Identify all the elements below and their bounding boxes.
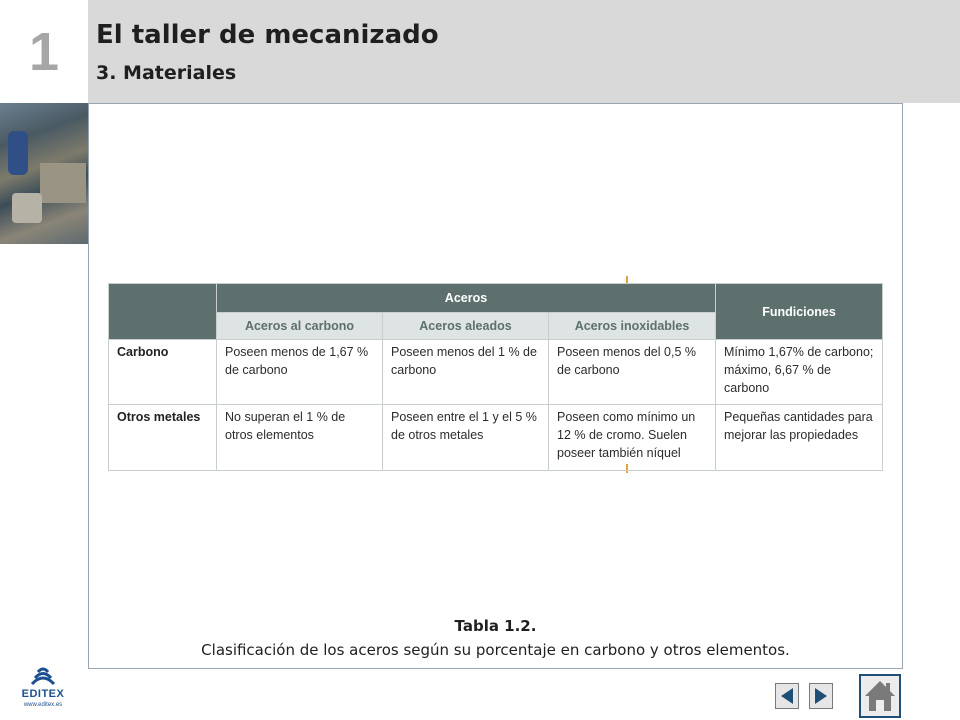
- photo-machine: [40, 163, 86, 203]
- logo-name: EDITEX: [21, 688, 65, 700]
- table-caption-label: Tabla 1.2.: [454, 617, 537, 635]
- table-cell: Poseen menos del 0,5 % de carbono: [549, 340, 716, 405]
- steel-classification-table: [108, 283, 883, 471]
- editex-logo: [14, 664, 72, 714]
- next-button[interactable]: [809, 683, 833, 709]
- house-icon: [861, 676, 899, 716]
- table-cell: No superan el 1 % de otros elementos: [217, 405, 383, 471]
- previous-button[interactable]: [775, 683, 799, 709]
- triangle-left-icon: [776, 684, 798, 708]
- photo-figure: [8, 131, 28, 175]
- table-cell: Pequeñas cantidades para mejorar las propiedades: [716, 405, 883, 471]
- table-row: [109, 405, 883, 471]
- triangle-right-icon: [810, 684, 832, 708]
- header-band: [88, 0, 960, 103]
- home-button[interactable]: [859, 674, 901, 718]
- table-cell: Poseen menos del 1 % de carbono: [383, 340, 549, 405]
- table-cell: Poseen entre el 1 y el 5 % de otros metales: [383, 405, 549, 471]
- table-caption-text: Clasificación de los aceros según su porcentaje en carbono y otros elementos.: [201, 641, 790, 659]
- table-subheader-carbono: Aceros al carbono: [217, 313, 383, 340]
- table-cell: Mínimo 1,67% de carbono; máximo, 6,67 % de carbono: [716, 340, 883, 405]
- section-subtitle: 3. Materiales: [96, 62, 237, 84]
- photo-part: [12, 193, 42, 223]
- workshop-photo: [0, 103, 88, 244]
- table-row: [109, 340, 883, 405]
- row-label-carbono: Carbono: [109, 340, 217, 405]
- row-label-otros-metales: Otros metales: [109, 405, 217, 471]
- editex-logo-mark: [14, 664, 72, 688]
- logo-url: www.editex.es: [23, 702, 63, 708]
- page-title: El taller de mecanizado: [96, 20, 439, 50]
- table-subheader-inoxidables: Aceros inoxidables: [549, 313, 716, 340]
- table-subheader-aleados: Aceros aleados: [383, 313, 549, 340]
- table-header-aceros: Aceros: [217, 284, 716, 313]
- table-cell: Poseen menos de 1,67 % de carbono: [217, 340, 383, 405]
- table-cell: Poseen como mínimo un 12 % de cromo. Suelen poseer también níquel: [549, 405, 716, 471]
- table-corner-cell: [109, 284, 217, 340]
- table-header-fundiciones: Fundiciones: [716, 284, 883, 340]
- chapter-number: 1: [28, 21, 60, 82]
